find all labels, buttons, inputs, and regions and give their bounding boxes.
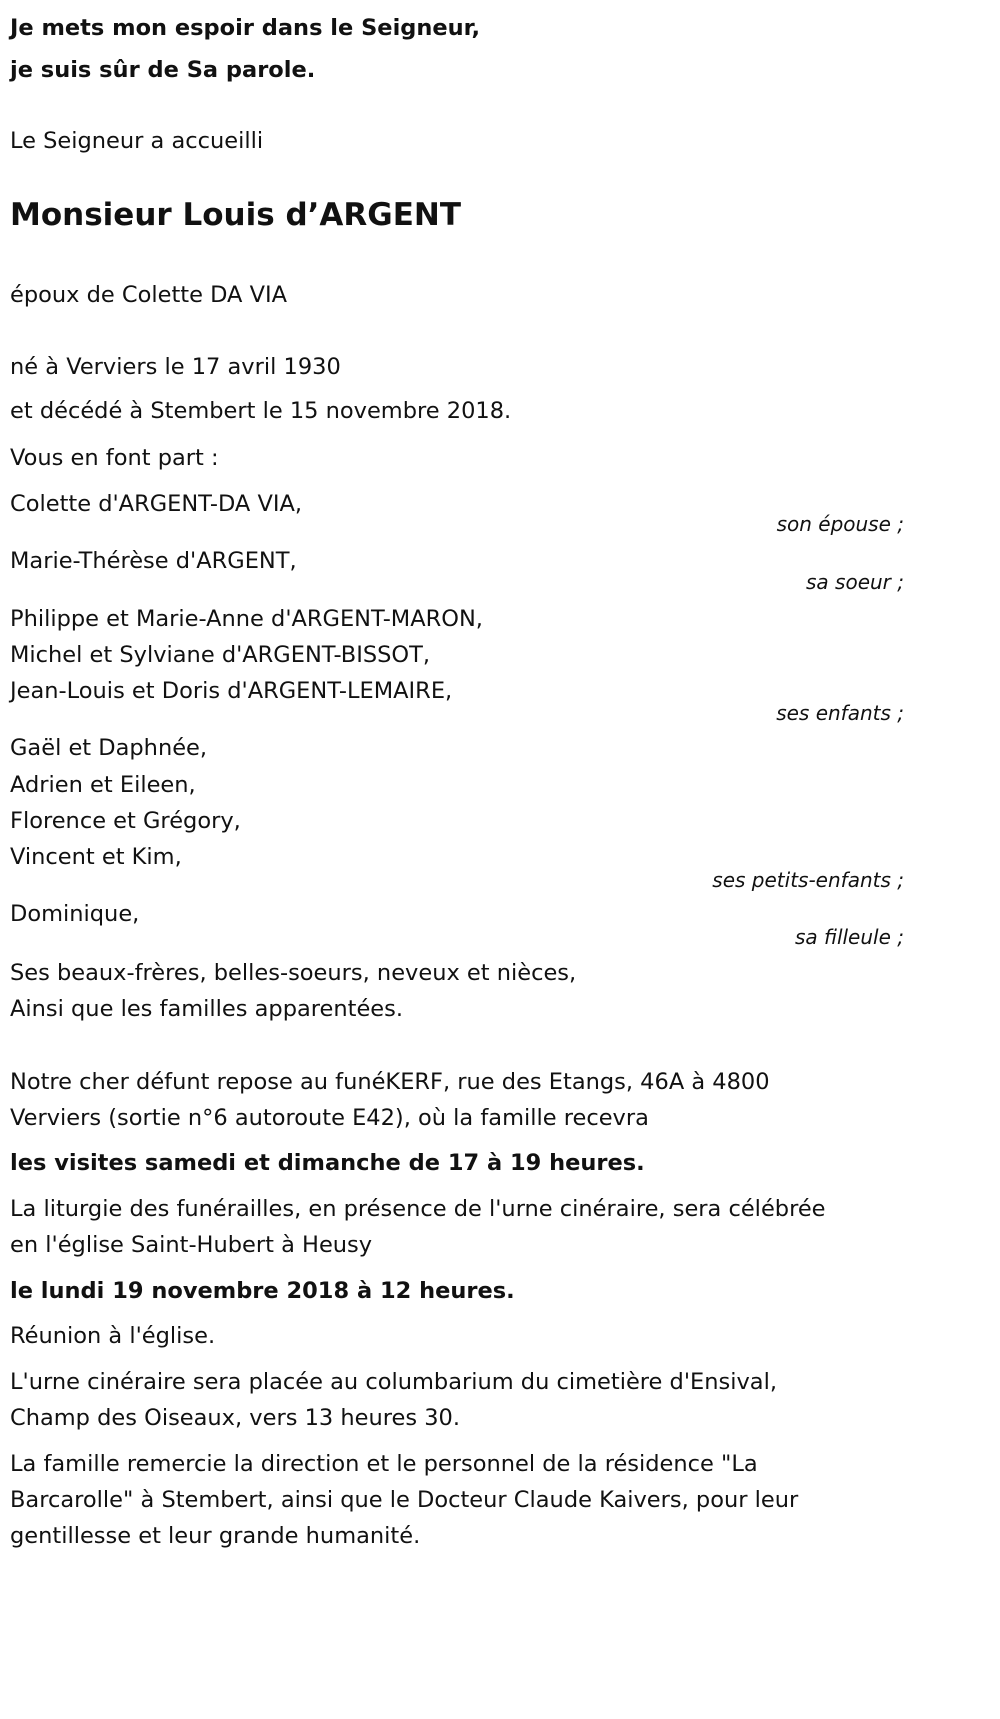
family-name: Adrien et Eileen, xyxy=(10,772,196,798)
family-name: Jean-Louis et Doris d'ARGENT-LEMAIRE, xyxy=(10,678,453,704)
liturgy-line: La liturgie des funérailles, en présence de l'urne cinéraire, sera célébrée xyxy=(10,1196,826,1222)
verse-line-1: Je mets mon espoir dans le Seigneur, xyxy=(10,15,481,41)
family-name: Dominique, xyxy=(10,901,140,927)
deceased-name: Monsieur Louis d’ARGENT xyxy=(10,197,461,233)
family-relation: son épouse ; xyxy=(776,512,904,536)
meeting: Réunion à l'église. xyxy=(10,1323,216,1349)
family-name: Vincent et Kim, xyxy=(10,844,182,870)
family-name: Colette d'ARGENT-DA VIA, xyxy=(10,491,303,517)
birth-line: né à Verviers le 17 avril 1930 xyxy=(10,354,341,380)
verse-line-2: je suis sûr de Sa parole. xyxy=(10,57,316,83)
family-name: Philippe et Marie-Anne d'ARGENT-MARON, xyxy=(10,606,483,632)
family-relation: ses petits-enfants ; xyxy=(712,868,904,892)
others-line: Ses beaux-frères, belles-soeurs, neveux et nièces, xyxy=(10,960,577,986)
rest-line: Verviers (sortie n°6 autoroute E42), où la famille recevra xyxy=(10,1105,649,1131)
funeral-date: le lundi 19 novembre 2018 à 12 heures. xyxy=(10,1278,515,1304)
family-relation: sa filleule ; xyxy=(794,925,904,949)
urn-line: L'urne cinéraire sera placée au columbarium du cimetière d'Ensival, xyxy=(10,1369,777,1395)
family-relation: sa soeur ; xyxy=(806,570,904,594)
intro: Le Seigneur a accueilli xyxy=(10,128,264,154)
rest-line: Notre cher défunt repose au funéKERF, rue des Etangs, 46A à 4800 xyxy=(10,1069,770,1095)
spouse-line: époux de Colette DA VIA xyxy=(10,282,287,308)
thanks-line: La famille remercie la direction et le personnel de la résidence "La xyxy=(10,1451,758,1477)
urn-line: Champ des Oiseaux, vers 13 heures 30. xyxy=(10,1405,460,1431)
death-line: et décédé à Stembert le 15 novembre 2018. xyxy=(10,398,512,424)
visits: les visites samedi et dimanche de 17 à 19 heures. xyxy=(10,1150,645,1176)
family-name: Florence et Grégory, xyxy=(10,808,241,834)
family-name: Marie-Thérèse d'ARGENT, xyxy=(10,548,297,574)
thanks-line: Barcarolle" à Stembert, ainsi que le Docteur Claude Kaivers, pour leur xyxy=(10,1487,799,1513)
family-name: Gaël et Daphnée, xyxy=(10,735,208,761)
thanks-line: gentillesse et leur grande humanité. xyxy=(10,1523,421,1549)
liturgy-line: en l'église Saint-Hubert à Heusy xyxy=(10,1232,373,1258)
others-line: Ainsi que les familles apparentées. xyxy=(10,996,404,1022)
family-name: Michel et Sylviane d'ARGENT-BISSOT, xyxy=(10,642,431,668)
family-relation: ses enfants ; xyxy=(776,701,904,725)
announce: Vous en font part : xyxy=(10,445,219,471)
